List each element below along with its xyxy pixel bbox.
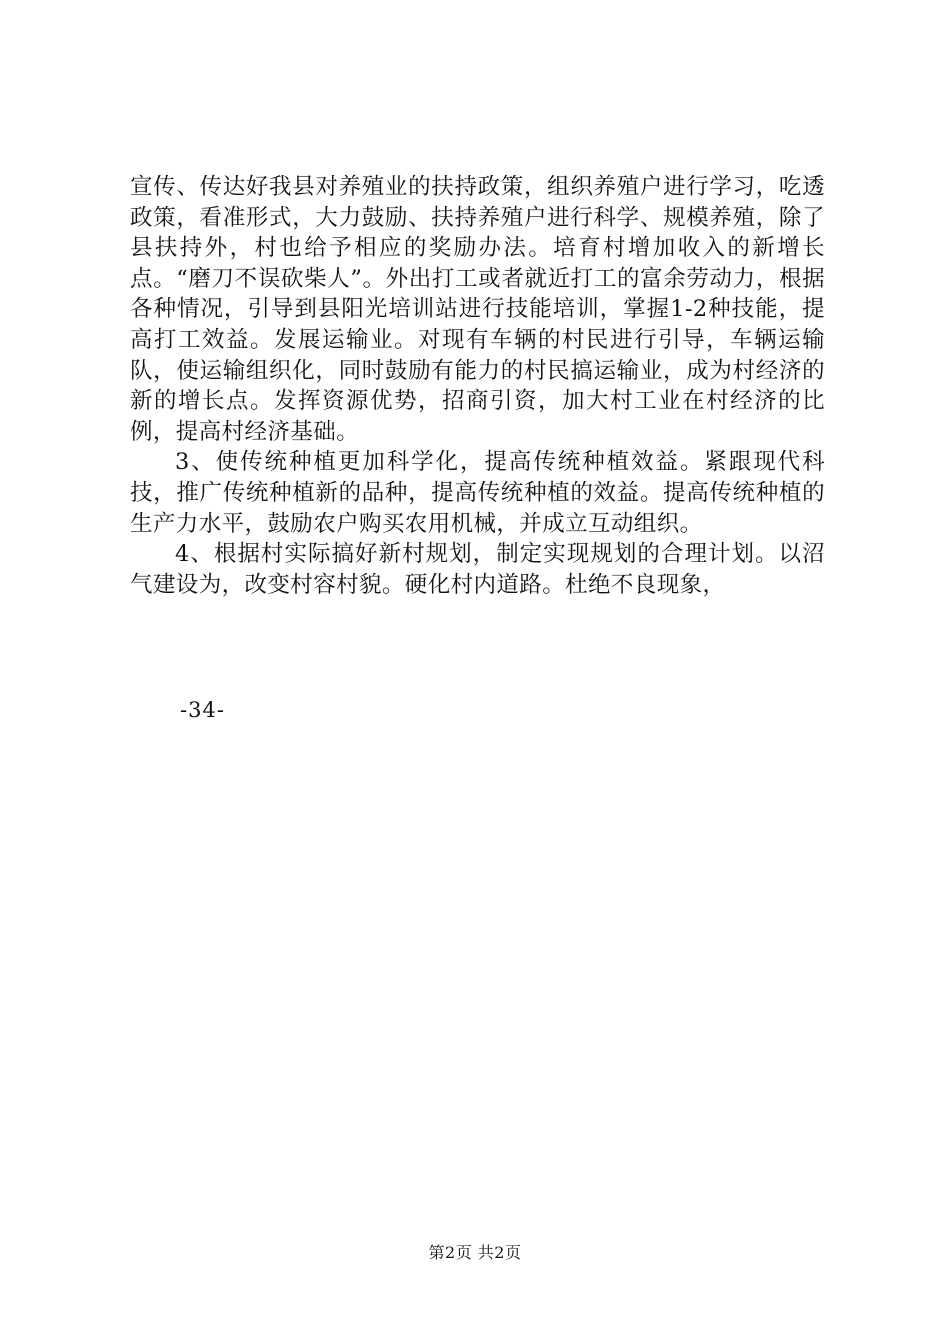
paragraph-item-4: 4、根据村实际搞好新村规划，制定实现规划的合理计划。以沼气建设为，改变村容村貌。硬化村内道路。杜绝不良现象， bbox=[130, 541, 825, 598]
page-footer: 第2页 共2页 bbox=[428, 1243, 522, 1262]
paragraph-continuation: 宣传、传达好我县对养殖业的扶持政策，组织养殖户进行学习，吃透政策，看准形式，大力鼓励、扶持养殖户进行科学、规模养殖，除了县扶持外，村也给予相应的奖励办法。培育村增加收入的新增长点。“磨刀不误砍柴人”。外出打工或者就近打工的富余劳动力，根据各种情况，引导到县阳光培训站进行技能培训，掌握1-2种技能，提高打工效益。发展运输业。对现有车辆的村民进行引导，车辆运输队，使运输组织化，同时鼓励有能力的村民搞运输业，成为村经济的新的增长点。发挥资源优势，招商引资，加大村工业在村经济的比例，提高村经济基础。 bbox=[130, 174, 825, 445]
paragraph-item-3: 3、使传统种植更加科学化，提高传统种植效益。紧跟现代科技，推广传统种植新的品种，提高传统种植的效益。提高传统种植的生产力水平，鼓励农户购买农用机械，并成立互动组织。 bbox=[130, 449, 825, 537]
inline-page-number: -34- bbox=[180, 698, 225, 722]
body-text bbox=[130, 172, 825, 600]
